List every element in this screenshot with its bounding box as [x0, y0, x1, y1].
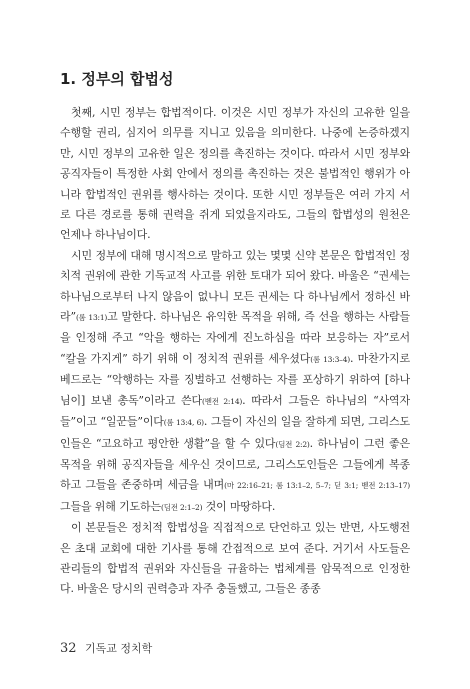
text-run: 그들을 위해 기도하는 — [60, 499, 161, 513]
paragraph — [60, 518, 410, 600]
page-footer — [60, 640, 152, 656]
scripture-reference: (벧전 2:14) — [202, 396, 243, 406]
section-heading: 1. 정부의 합법성 — [60, 70, 174, 88]
scripture-reference: (롬 13:4, 6) — [163, 418, 204, 428]
scripture-reference: (마 22:16–21; 롬 13:1–2, 5–7; 딛 3:1; 벧전 2:13–17) — [224, 481, 410, 491]
scripture-reference: (롬 13:3–4) — [310, 354, 351, 364]
scripture-reference: (롬 13:1) — [75, 313, 108, 323]
scripture-reference: (딤전 2:1–2) — [160, 502, 203, 512]
paragraph — [60, 246, 410, 518]
text-run: . 마찬가지로 베드로는 “악행하는 자를 징벌하고 선행하는 자를 포상하기 위하여 [하나님이] 보낸 총독”이라고 쓴다 — [60, 351, 410, 407]
text-run: 것이 마땅하다. — [202, 499, 276, 513]
text-run: 고 말한다. 하나님은 유익한 목적을 위해, 즉 선을 행하는 사람들을 인정해 주고 “악을 행하는 자에게 진노하심을 따라 보응하는 자”로서 “칼을 가지게” 하기 위해 이 정치적 권위를 세우셨다 — [60, 310, 410, 365]
text-run: 첫째, 시민 정부는 합법적이다. 이것은 시민 정부가 자신의 고유한 일을 수행할 권리, 심지어 의무를 지니고 있음을 의미한다. 나중에 논증하겠지만, 시민 정부의 고유한 일은 정의를 촉진하는 것이다. 따라서 시민 정부와 공직자들이 특정한 사회 안에서 정의를 촉진하는 것은 불법적인 행위가 아니라 합법적인 권위를 행사하는 것이다. 또한 시민 정부들은 여러 가지 서로 다른 경로를 통해 권력을 쥐게 되었을지라도, 그들의 합법성의 원천은 언제나 하나님이다. — [60, 106, 410, 242]
text-run: 이 본문들은 정치적 합법성을 직접적으로 단언하고 있는 반면, 사도행전은 초대 교회에 대한 기사를 통해 간접적으로 보여 준다. 거기서 사도들은 관리들의 합법적 권위와 자신들을 규율하는 법체계를 암묵적으로 인정한다. 바울은 당시의 권력층과 자주 충돌했고, 그들은 종종 — [60, 521, 410, 596]
page-number: 32 — [60, 641, 77, 656]
text-run: . 하나님이 그런 좋은 목적을 위해 공직자들을 세우신 것이므로, 그리스도인들은 그들에게 복종하고 그들을 존중하며 세금을 내며 — [60, 436, 410, 492]
text-run: . 그들이 자신의 일을 잘하게 되면, 그리스도인들은 “고요하고 평안한 생활”을 할 수 있다 — [60, 415, 411, 450]
text-run: 시민 정부에 대해 명시적으로 말하고 있는 몇몇 신약 본문은 합법적인 정치적 권위에 관한 기독교적 사고를 위한 토대가 되어 왔다. 바울은 “권세는 하나님으로부터 나지 않음이 없나니 모든 권세는 다 하나님께서 정하신 바라” — [60, 248, 410, 324]
body-text — [60, 103, 410, 600]
running-title: 기독교 정치학 — [85, 642, 153, 655]
scripture-reference: (딤전 2:2) — [275, 439, 310, 449]
text-run: . 따라서 그들은 하나님의 “사역자들”이고 “일꾼들”이다 — [60, 393, 410, 429]
paragraph — [60, 103, 410, 246]
